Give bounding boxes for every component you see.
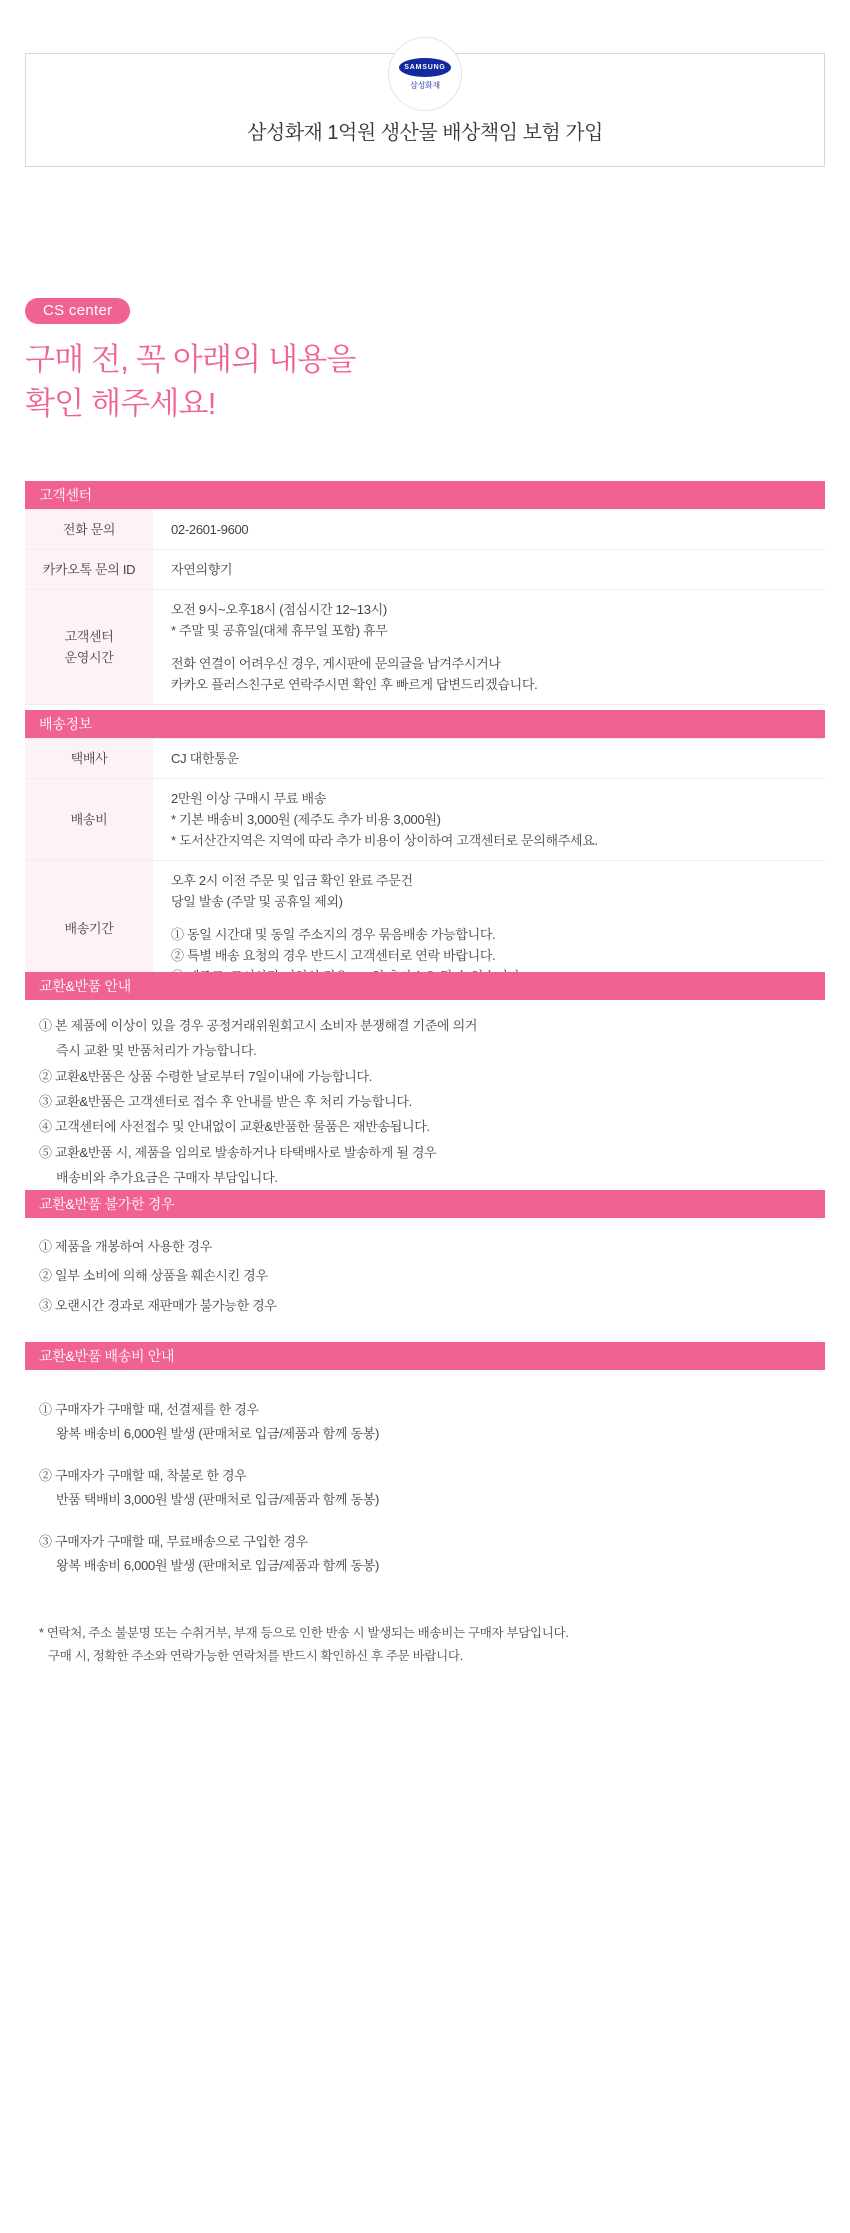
list-item: [25, 1530, 825, 1578]
list-item-text: 제품을 개봉하여 사용한 경우: [55, 1239, 213, 1254]
table-row: [25, 590, 825, 705]
section-title-exchange-fee: 교환&반품 배송비 안내: [25, 1342, 825, 1370]
hours-line-2: * 주말 및 공휴일(대체 휴무일 포함) 휴무: [171, 623, 388, 639]
list-item-text: 교환&반품은 고객센터로 접수 후 안내를 받은 후 처리 가능합니다.: [55, 1094, 412, 1110]
list-item-text: 고객센터에 사전접수 및 안내없이 교환&반품한 물품은 재반송됩니다.: [55, 1119, 430, 1135]
list-item-number: ④: [39, 1119, 52, 1135]
hours-line-4: 카카오 플러스친구로 연락주시면 확인 후 빠르게 답변드리겠습니다.: [171, 677, 538, 693]
section-title-customer-center: 고객센터: [25, 481, 825, 509]
period-line-3: ① 동일 시간대 및 동일 주소지의 경우 묶음배송 가능합니다.: [171, 927, 496, 943]
table-row: [25, 739, 825, 779]
list-item-text: 오랜시간 경과로 재판매가 불가능한 경우: [55, 1297, 277, 1313]
list-item-text: 본 제품에 이상이 있을 경우 공정거래위원회고시 소비자 분쟁해결 기준에 의거: [55, 1018, 478, 1033]
row-value: 02-2601-9600: [153, 510, 825, 550]
list-item: [25, 1013, 825, 1064]
row-value-courier: CJ 대한통운: [153, 739, 825, 779]
list-item-number: ②: [39, 1268, 52, 1284]
page-headline: [25, 338, 356, 426]
row-label: 전화 문의: [25, 510, 153, 550]
spacer: [171, 641, 825, 653]
list-item-text-cont: 왕복 배송비 6,000원 발생 (판매처로 입금/제품과 함께 동봉): [56, 1426, 380, 1442]
fee-line-3: * 도서산간지역은 지역에 따라 추가 비용이 상이하여 고객센터로 문의해주세요.: [171, 833, 598, 849]
hours-label-line-2: 운영시간: [64, 650, 114, 666]
exchange-fee-footnote: [25, 1622, 825, 1667]
headline-line-2: 확인 해주세요!: [25, 386, 216, 422]
headline-line-1: 구매 전, 꼭 아래의 내용을: [25, 342, 356, 377]
footnote-line-1: * 연락처, 주소 불분명 또는 수취거부, 부재 등으로 인한 반송 시 발생되는 배송비는 구매자 부담입니다.: [39, 1626, 569, 1640]
samsung-fire-logo: [388, 37, 462, 111]
list-item: [25, 1089, 825, 1114]
section-title-delivery: 배송정보: [25, 710, 825, 738]
period-line-4: ② 특별 배송 요청의 경우 반드시 고객센터로 연락 바랍니다.: [171, 948, 496, 964]
list-item-text-cont: 반품 택배비 3,000원 발생 (판매처로 입금/제품과 함께 동봉): [56, 1492, 380, 1508]
row-label-courier: 택배사: [25, 739, 153, 779]
list-item: [25, 1261, 825, 1290]
row-label-fee: 배송비: [25, 779, 153, 861]
list-item: [25, 1232, 825, 1261]
list-item: [25, 1398, 825, 1446]
exchange-fee-list: [25, 1398, 825, 1578]
list-item-text-cont: 배송비와 추가요금은 구매자 부담입니다.: [56, 1170, 278, 1186]
table-row: [25, 550, 825, 590]
period-line-1: 오후 2시 이전 주문 및 입금 확인 완료 주문건: [171, 873, 413, 889]
list-item-text-cont: 왕복 배송비 6,000원 발생 (판매처로 입금/제품과 함께 동봉): [56, 1558, 380, 1574]
list-item: [25, 1114, 825, 1139]
list-item-text: 구매자가 구매할 때, 무료배송으로 구입한 경우: [55, 1534, 308, 1550]
list-item-text: 구매자가 구매할 때, 착불로 한 경우: [55, 1468, 247, 1484]
list-item-text: 구매자가 구매할 때, 선결제를 한 경우: [55, 1402, 259, 1417]
cs-center-badge: CS center: [25, 298, 130, 324]
table-row: [25, 510, 825, 550]
list-item-number: ⑤: [39, 1144, 52, 1160]
hours-line-1: 오전 9시~오후18시 (점심시간 12~13시): [171, 602, 387, 618]
hours-label-line-1: 고객센터: [64, 629, 114, 645]
list-item-text-cont: 즉시 교환 및 반품처리가 가능합니다.: [56, 1043, 257, 1059]
list-item-number: ②: [39, 1068, 52, 1084]
spacer: [171, 912, 825, 924]
list-item-number: ③: [39, 1534, 52, 1550]
row-value: 자연의향기: [153, 550, 825, 590]
list-item-number: ②: [39, 1468, 52, 1484]
list-item-number: ③: [39, 1094, 52, 1110]
exchange-info-list: [25, 1013, 825, 1190]
footnote-line-2: 구매 시, 정확한 주소와 연락가능한 연락처를 반드시 확인하신 후 주문 바랍니다.: [48, 1648, 463, 1663]
list-item: [25, 1291, 825, 1320]
list-item: [25, 1064, 825, 1089]
row-label-period: 배송기간: [25, 861, 153, 997]
list-item-text: 교환&반품은 상품 수령한 날로부터 7일이내에 가능합니다.: [55, 1068, 373, 1084]
row-label: 카카오톡 문의 ID: [25, 550, 153, 590]
row-label-hours: [25, 590, 153, 705]
samsung-wordmark-text: SAMSUNG: [404, 63, 446, 71]
list-item-text: 일부 소비에 의해 상품을 훼손시킨 경우: [55, 1268, 268, 1284]
row-value-fee: [153, 779, 825, 861]
customer-center-table: [25, 509, 825, 705]
section-title-exchange-impossible: 교환&반품 불가한 경우: [25, 1190, 825, 1218]
fee-line-2: * 기본 배송비 3,000원 (제주도 추가 비용 3,000원): [171, 812, 441, 828]
list-item-number: ①: [39, 1402, 52, 1417]
fee-line-1: 2만원 이상 구매시 무료 배송: [171, 791, 327, 807]
samsung-sub-label: 삼성화재: [410, 80, 440, 90]
table-row: [25, 779, 825, 861]
list-item-number: ①: [39, 1239, 52, 1254]
list-item: [25, 1140, 825, 1191]
list-item-number: ①: [39, 1018, 52, 1033]
period-line-2: 당일 발송 (주말 및 공휴일 제외): [171, 894, 343, 910]
list-item-text: 교환&반품 시, 제품을 임의로 발송하거나 타택배사로 발송하게 될 경우: [55, 1144, 437, 1160]
hours-line-3: 전화 연결이 어려우신 경우, 게시판에 문의글을 남겨주시거나: [171, 656, 501, 672]
list-item: [25, 1464, 825, 1512]
delivery-table: [25, 738, 825, 997]
exchange-impossible-list: [25, 1232, 825, 1320]
list-item-number: ③: [39, 1297, 52, 1313]
samsung-wordmark-icon: [399, 58, 451, 77]
insurance-title: 삼성화재 1억원 생산물 배상책임 보험 가입: [247, 122, 603, 144]
row-value-hours: [153, 590, 825, 705]
section-title-exchange-info: 교환&반품 안내: [25, 972, 825, 1000]
